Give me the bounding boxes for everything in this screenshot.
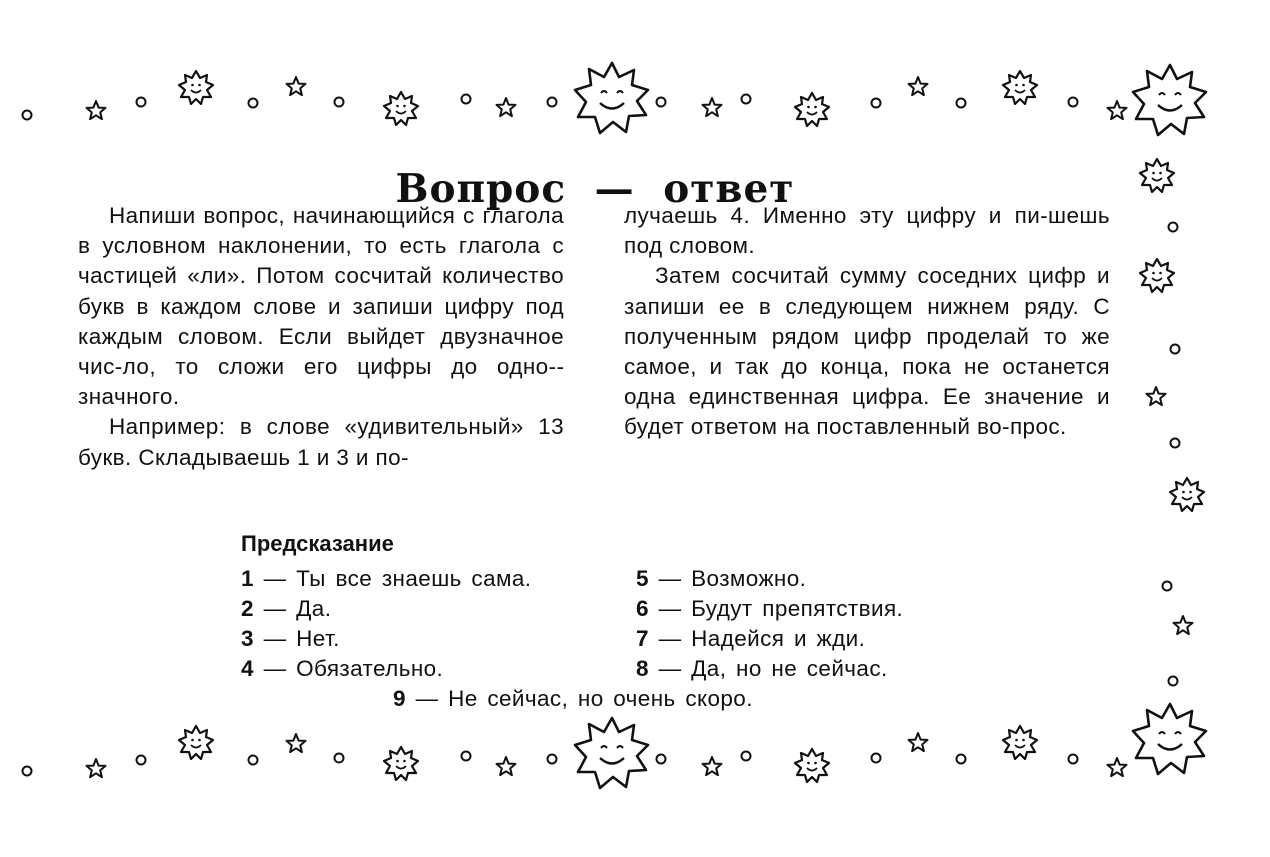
prediction-dash: —: [263, 626, 287, 651]
prediction-item: [241, 654, 531, 684]
prediction-item: [636, 594, 903, 624]
prediction-text: Да.: [296, 596, 332, 621]
instructions-right-column: [624, 201, 1110, 443]
prediction-dash: —: [658, 626, 682, 651]
prediction-dash: —: [415, 686, 439, 711]
prediction-number: 9: [393, 686, 406, 711]
prediction-text: Будут препятствия.: [691, 596, 904, 621]
prediction-number: 3: [241, 626, 254, 651]
prediction-dash: —: [263, 566, 287, 591]
prediction-item: [636, 654, 903, 684]
prediction-dash: —: [658, 656, 682, 681]
prediction-text: Не сейчас, но очень скоро.: [448, 686, 753, 711]
prediction-number: 6: [636, 596, 649, 621]
prediction-item: [393, 684, 753, 714]
prediction-text: Ты все знаешь сама.: [296, 566, 532, 591]
prediction-list-right: [636, 564, 903, 684]
page-title: Вопрос — ответ: [395, 166, 795, 213]
prediction-dash: —: [263, 596, 287, 621]
prediction-number: 1: [241, 566, 254, 591]
prediction-heading: Предсказание: [241, 531, 394, 556]
prediction-dash: —: [658, 566, 682, 591]
prediction-list-bottom: [393, 684, 753, 714]
prediction-text: Обязательно.: [296, 656, 444, 681]
prediction-text: Надейся и жди.: [691, 626, 866, 651]
prediction-number: 7: [636, 626, 649, 651]
prediction-text: Да, но не сейчас.: [691, 656, 888, 681]
example-continuation: лучаешь 4. Именно эту цифру и пи-шешь под словом.: [624, 203, 1110, 259]
prediction-item: [636, 624, 903, 654]
instructions-left-column: [78, 201, 564, 473]
prediction-text: Возможно.: [691, 566, 807, 591]
prediction-dash: —: [658, 596, 682, 621]
prediction-item: [241, 594, 531, 624]
prediction-item: [241, 624, 531, 654]
prediction-text: Нет.: [296, 626, 340, 651]
prediction-number: 5: [636, 566, 649, 591]
prediction-number: 8: [636, 656, 649, 681]
prediction-item: [636, 564, 903, 594]
prediction-dash: —: [263, 656, 287, 681]
sum-instruction-paragraph: Затем сосчитай сумму соседних цифр и запиши ее в следующем нижнем ряду. С полученным рядом цифр проделай то же самое, и так до конца, пока не останется одна единственная цифра. Ее значение и будет ответом на поставленный во-прос.: [624, 263, 1110, 440]
prediction-number: 2: [241, 596, 254, 621]
instruction-paragraph: Напиши вопрос, начинающийся с глагола в условном наклонении, то есть глагола с частицей «ли». Потом сосчитай количество букв в каждом слове и запиши цифру под каждым словом. Если выйдет двузначное чис-ло, то сложи его цифры до одно-значного.: [78, 203, 564, 410]
prediction-item: [241, 564, 531, 594]
example-paragraph: Например: в слове «удивительный» 13 букв. Складываешь 1 и 3 и по-: [78, 414, 564, 470]
prediction-list-left: [241, 564, 531, 684]
prediction-number: 4: [241, 656, 254, 681]
